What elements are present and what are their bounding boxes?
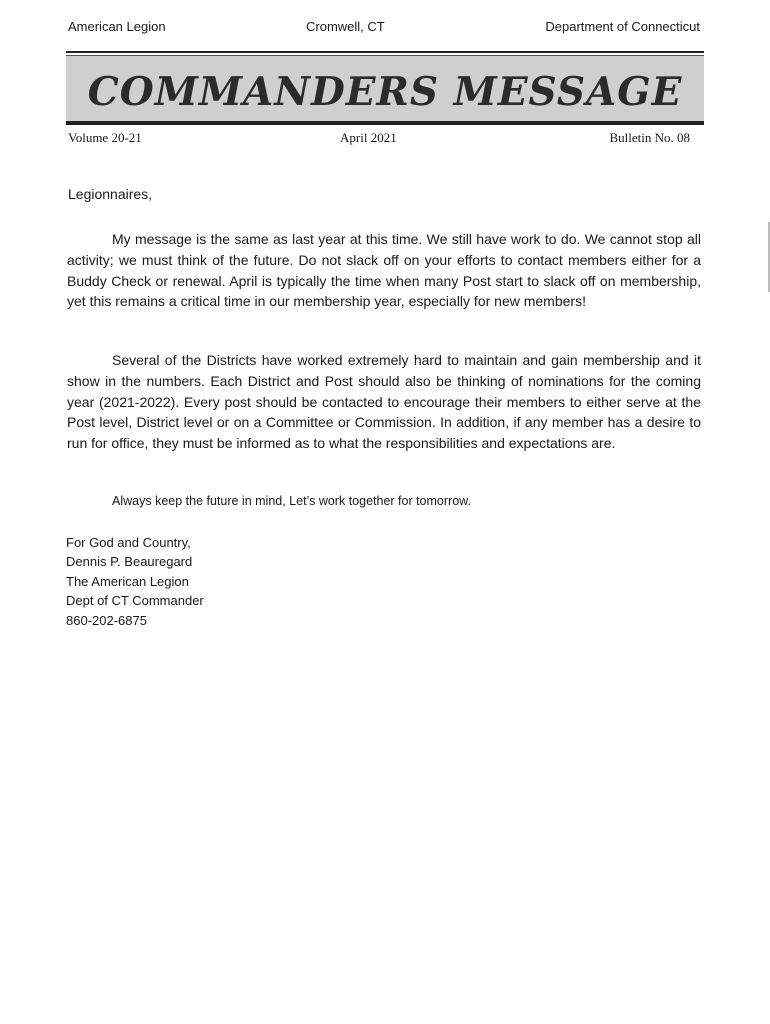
signature-line: The American Legion (66, 573, 189, 589)
volume-label: Volume 20-21 (68, 130, 142, 145)
closing-line: Always keep the future in mind, Let’s work together for tomorrow. (112, 494, 471, 508)
bulletin-meta (68, 130, 690, 148)
salutation: Legionnaires, (68, 186, 153, 202)
banner-top-rule (66, 51, 704, 53)
banner-title: COMMANDERS MESSAGE (87, 69, 683, 115)
title-banner (66, 55, 704, 122)
banner-bottom-rule (66, 121, 704, 125)
body-paragraph: Several of the Districts have worked extremely hard to maintain and gain membership and it show in the numbers. Each District and Post should also be thinking of nominations for the coming year (2021-2022). Every post should be contacted to encourage their members to either serve at the Post level, District level or on a Committee or Commission. In addition, if any member has a desire to run for office, they must be informed as to what the responsibilities and expectations are. (67, 352, 701, 452)
signature-block (66, 533, 204, 630)
page-header (68, 19, 700, 37)
header-department: Department of Connecticut (545, 19, 700, 34)
body-paragraph: My message is the same as last year at this time. We still have work to do. We cannot stop all activity; we must think of the future. Do not slack off on your efforts to contact members either for a Buddy Check or renewal. April is typically the time when many Post start to slack off on membership, yet this remains a critical time in our membership year, especially for new members! (67, 231, 701, 310)
bulletin-number: Bulletin No. 08 (609, 130, 690, 145)
signature-title: Dept of CT Commander (66, 593, 204, 609)
header-organization: American Legion (68, 19, 166, 34)
signature-line: For God and Country, (66, 535, 191, 550)
issue-date: April 2021 (340, 130, 397, 145)
header-location: Cromwell, CT (306, 19, 385, 34)
signature-name: Dennis P. Beauregard (66, 554, 193, 570)
signature-phone: 860-202-6875 (66, 612, 147, 628)
